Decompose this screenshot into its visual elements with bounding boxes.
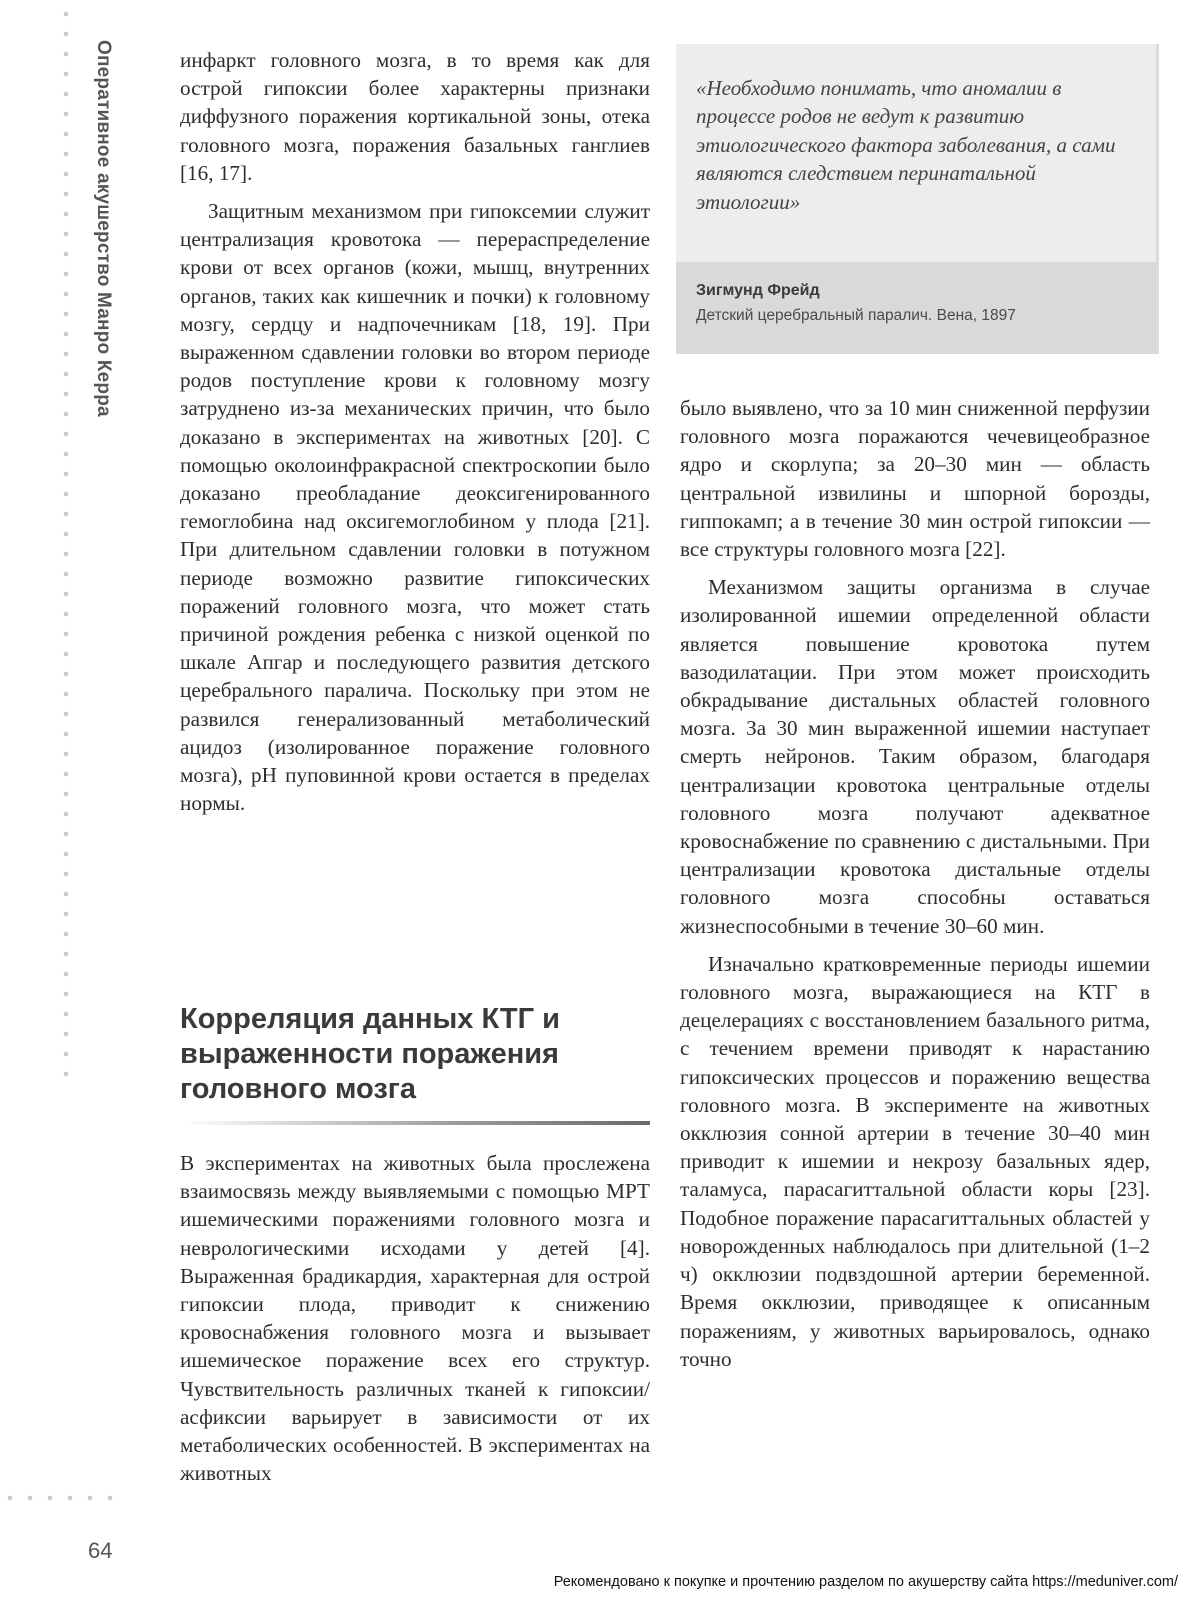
running-head: Оперативное акушерство Манро Керра: [93, 40, 114, 417]
epigraph-attribution: [676, 262, 1156, 354]
left-column-bottom: [180, 1149, 650, 1487]
decorative-dot-border-vertical: [62, 4, 70, 1084]
epigraph-author: Зигмунд Фрейд: [696, 282, 820, 299]
decorative-dot-border-horizontal: [0, 1494, 118, 1502]
footer-note: Рекомендовано к покупке и прочтению разделом по акушерству сайта https://meduniver.com/: [553, 1574, 1178, 1590]
paragraph: В экспериментах на животных была прослежена взаимосвязь между выявляемыми с помощью МРТ ишемическими поражениями головного мозга и неврологическими исходами у детей [4]. Выраженная брадикардия, характерная для острой гипоксии плода, приводит к снижению кровоснабжения головного мозга и вызывает ишемическое поражение всех его структур. Чувствительность различных тканей к гипоксии/асфиксии варьирует в зависимости от их метаболических особенностей. В экспериментах на животных: [180, 1151, 650, 1486]
right-column: [680, 394, 1150, 1373]
epigraph-quote: «Необходимо понимать, что аномалии в процессе родов не ведут к развитию этиологического фактора заболевания, а сами являются следствием перинатальной этиологии»: [696, 76, 1116, 214]
left-column-top: [180, 46, 650, 817]
paragraph: Механизмом защиты организма в случае изолированной ишемии определенной области является повышение кровотока путем вазодилатации. При этом может происходить обкрадывание дистальных областей головного мозга. За 30 мин выраженной ишемии наступает смерть нейронов. Таким образом, благодаря централизации кровотока центральные отделы головного мозга получают адекватное кровоснабжение по сравнению с дистальными. При централизации кровотока дистальные отделы головного мозга способны оставаться жизнеспособными в течение 30–60 мин.: [680, 575, 1150, 938]
paragraph: инфаркт головного мозга, в то время как для острой гипоксии более характерны признаки диффузного поражения кортикальной зоны, отека головного мозга, поражения базальных ганглиев [16, 17].: [180, 48, 650, 185]
paragraph: Изначально кратковременные периоды ишемии головного мозга, выражающиеся на КТГ в децелерациях с восстановлением базального ритма, с течением времени приводят к нарастанию гипоксических процессов и поражению вещества головного мозга. В эксперименте на животных окклюзия сонной артерии в течение 30–40 мин приводит к ишемии и некрозу базальных ядер, таламуса, парасагиттальной области коры [23]. Подобное поражение парасагиттальных областей у новорожденных наблюдалось при длительной (1–2 ч) окклюзии подвздошной артерии беременной. Время окклюзии, приводящее к описанным поражениям, у животных варьировалось, однако точно: [680, 951, 1150, 1371]
epigraph-box: [676, 44, 1159, 354]
heading-underline: [180, 1121, 650, 1125]
paragraph: было выявлено, что за 10 мин сниженной перфузии головного мозга поражаются чечевицеобразное ядро и скорлупа; за 20–30 мин — область центральной извилины и шпорной борозды, гиппокамп; а в течение 30 мин острой гипоксии — все структуры головного мозга [22].: [680, 396, 1150, 562]
section-heading: Корреляция данных КТГ и выраженности поражения головного мозга: [180, 1003, 560, 1105]
page-number: 64: [88, 1538, 113, 1563]
epigraph-source: Детский церебральный паралич. Вена, 1897: [696, 307, 1016, 324]
paragraph: Защитным механизмом при гипоксемии служит централизация кровотока — перераспределение крови от всех органов (кожи, мышц, внутренних органов, таких как кишечник и почки) к головному мозгу, сердцу и надпочечникам [18, 19]. При выраженном сдавлении головки во втором периоде родов поступление крови к головному мозгу затруднено из-за механических причин, что было доказано в экспериментах на животных [20]. С помощью околоинфракрасной спектроскопии было доказано преобладание деоксигенированного гемоглобина над оксигемоглобином у плода [21]. При длительном сдавлении головки в потужном периоде возможно развитие гипоксических поражений головного мозга, что может стать причиной рождения ребенка с низкой оценкой по шкале Апгар и последующего развития детского церебрального паралича. Поскольку при этом не развился генерализованный метаболический ацидоз (изолированное поражение головного мозга), pH пуповинной крови остается в пределах нормы.: [180, 199, 650, 816]
